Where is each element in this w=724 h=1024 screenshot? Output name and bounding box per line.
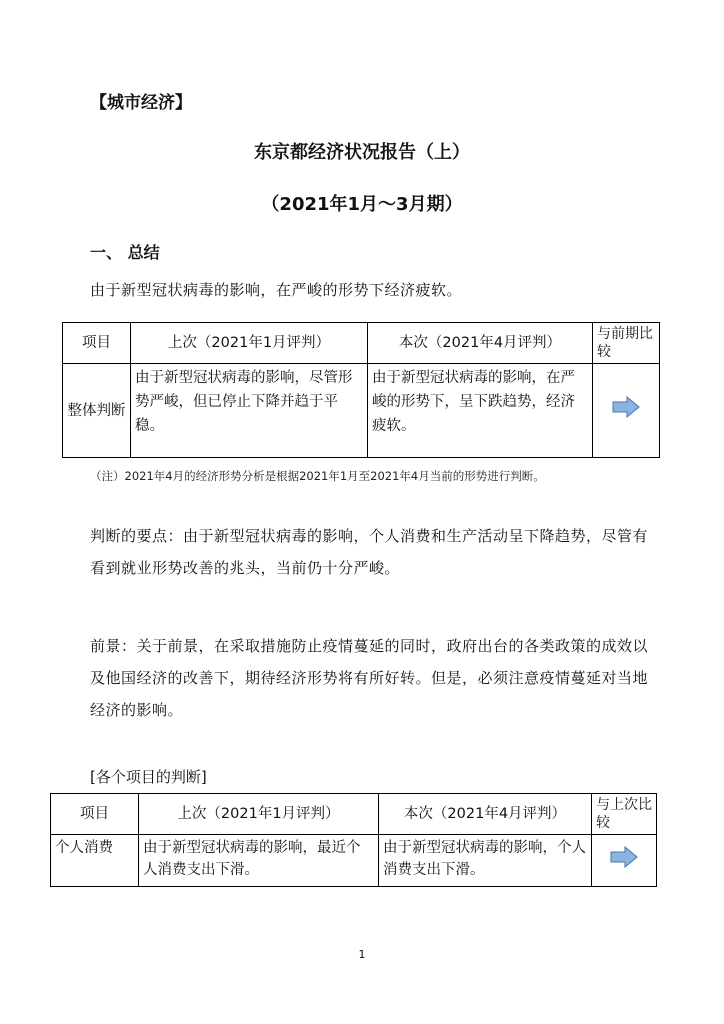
page-title: 东京都经济状况报告（上） <box>254 142 470 163</box>
table-row <box>51 835 657 887</box>
outlook-text: 前景：关于前景，在采取措施防止疫情蔓延的同时，政府出台的各类政策的成效以及他国经济的改善下，期待经济形势将有所好转。但是，必须注意疫情蔓延对当地经济的影响。 <box>90 637 649 719</box>
items-table-header-row <box>51 794 657 835</box>
row-item: 个人消费 <box>51 835 139 887</box>
summary-heading: 一、 总结 <box>90 243 160 262</box>
row-previous: 由于新型冠状病毒的影响，尽管形势严峻，但已停止下降并趋于平稳。 <box>131 364 368 458</box>
header-previous: 上次（2021年1月评判） <box>131 323 368 364</box>
right-arrow-icon <box>612 396 640 426</box>
header-item: 项目 <box>51 794 139 835</box>
summary-text: 由于新型冠状病毒的影响，在严峻的形势下经济疲软。 <box>90 281 463 299</box>
right-arrow-icon <box>610 846 638 876</box>
header-comparison: 与前期比较 <box>593 323 660 364</box>
summary-table <box>62 322 660 458</box>
header-current: 本次（2021年4月评判） <box>368 323 593 364</box>
header-item: 项目 <box>63 323 131 364</box>
header-previous: 上次（2021年1月评判） <box>139 794 379 835</box>
items-heading: [各个项目的判断] <box>90 768 207 786</box>
table-note: （注）2021年4月的经济形势分析是根据2021年1月至2021年4月当前的形势进行判断。 <box>90 469 545 483</box>
summary-table-header-row <box>63 323 660 364</box>
row-comparison <box>592 835 657 887</box>
row-current: 由于新型冠状病毒的影响，个人消费支出下滑。 <box>379 835 592 887</box>
items-table <box>50 793 657 887</box>
judgment-points: 判断的要点：由于新型冠状病毒的影响，个人消费和生产活动呈下降趋势，尽管有看到就业形势改善的兆头，当前仍十分严峻。 <box>90 527 649 577</box>
page-number: 1 <box>358 948 366 961</box>
table-row <box>63 364 660 458</box>
header-current: 本次（2021年4月评判） <box>379 794 592 835</box>
row-item: 整体判断 <box>63 364 131 458</box>
section-tag: 【城市经济】 <box>90 93 192 113</box>
header-comparison: 与上次比较 <box>592 794 657 835</box>
row-previous: 由于新型冠状病毒的影响，最近个人消费支出下滑。 <box>139 835 379 887</box>
row-current: 由于新型冠状病毒的影响，在严峻的形势下，呈下跌趋势，经济疲软。 <box>368 364 593 458</box>
page-subtitle: （2021年1月～3月期） <box>261 194 463 215</box>
row-comparison <box>593 364 660 458</box>
